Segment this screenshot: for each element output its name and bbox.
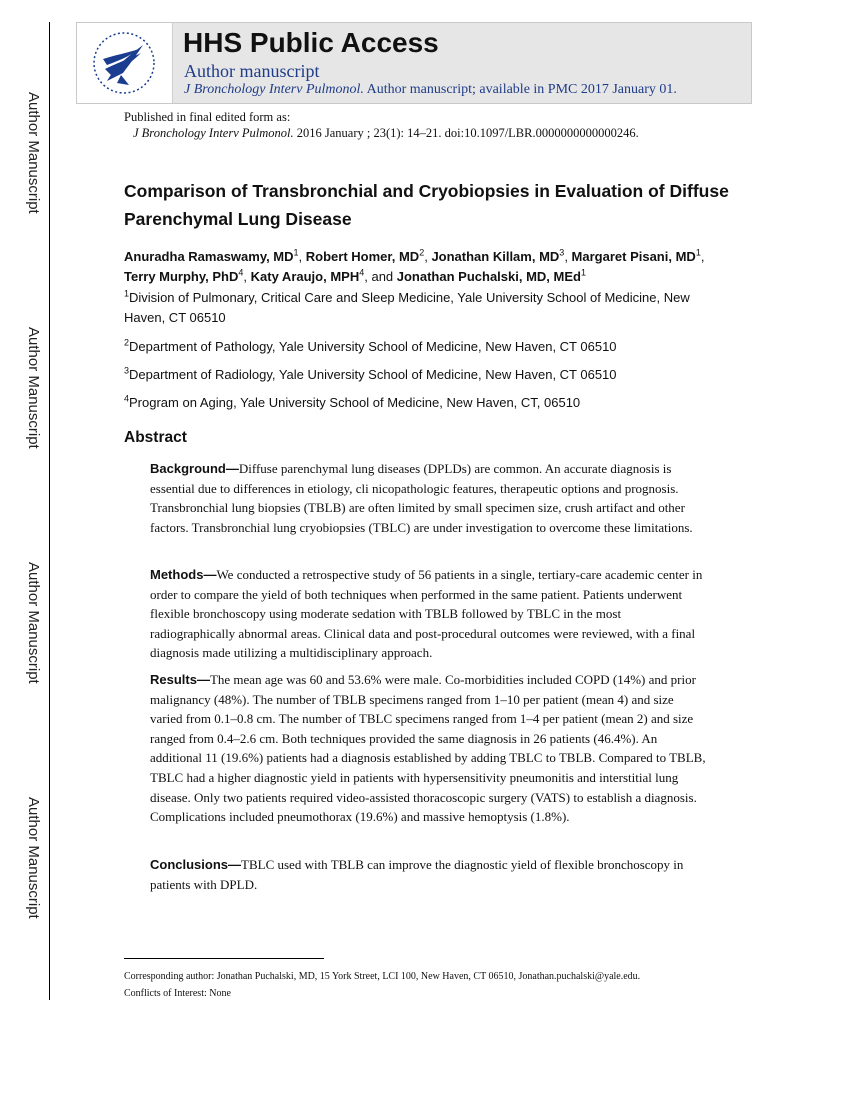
author: Robert Homer, $MD^2$ — [305, 247, 425, 264]
author: Jonathan Killam, $MD^3$ — [431, 247, 565, 264]
article-title: Comparison of Transbronchial and Cryobiopsies in Evaluation of Diffuse Parenchymal Lung Disease — [124, 181, 729, 229]
header-subtitle: Author manuscript — [184, 61, 320, 81]
abstract-background: Background—Diffuse parenchymal lung diseases (DPLDs) are common. An accurate diagnosis is essential due to differences in etiology, cli nicopathologic features, therapeutic options and prognosis. Transbronchial lung biopsies (TBLB) are often limited by small specimen size, crush artifact and other factors. Transbronchial lung cryobiopsies (TBLC) are under investigation to overcome these limitations. — [150, 461, 693, 535]
hhs-logo — [77, 23, 173, 103]
abstract-conclusions: Conclusions—TBLC used with TBLB can improve the diagnostic yield of flexible bronchoscopy in patients with DPLD. — [150, 857, 684, 892]
author: Margaret Pisani, $MD^1$ — [571, 247, 701, 264]
hhs-eagle-icon — [77, 23, 172, 103]
affiliation: $^4$Program on Aging, Yale University School of Medicine, New Haven, CT, 06510 — [124, 393, 581, 410]
footnote-rule — [124, 958, 324, 959]
header-journal[interactable]: J Bronchology Interv Pulmonol. — [184, 82, 364, 97]
abstract-results: Results—The mean age was 60 and 53.6% were male. Co-morbidities included COPD (14%) and prior malignancy (48%). The number of TBLB specimens ranged from 1–10 per patient (mean 4) and size varied from 0.1–0.8 cm. The number of TBLC specimens ranged from 1–4 per patient (mean 2) and size ranged from 0.4–2.6 cm. Both techniques provided the same diagnosis in 26 patients (46.4%). An additional 11 (19.6%) patients had a diagnosis established by adding TBLC to TBLB. Compared to TBLB, TBLC had a higher diagnostic yield in patients with hypersensitivity pneumonitis and interstitial lung disease. Only two patients required video-assisted thoracoscopic surgery (VATS) to establish a diagnosis. Complications included pneumothorax (19.6%) and massive hemoptysis (1.8%). — [150, 672, 706, 825]
conflicts-of-interest: Conflicts of Interest: None — [124, 988, 231, 999]
abstract-methods: Methods—We conducted a retrospective study of 56 patients in a single, tertiary-care academic center in order to compare the yield of both techniques when performed in the same patient. Patients underwent flexible bronchoscopy using moderate sedation with TBLB followed by TBLC in the most radiographically abnormal areas. Clinical data and post-procedural outcomes were reviewed, with a final diagnosis made utilizing a multidisciplinary approach. — [150, 567, 703, 661]
publication-citation — [133, 126, 639, 141]
abstract-heading: Abstract — [124, 429, 187, 446]
published-intro: Published in final edited form as: — [124, 110, 291, 124]
author-list: Anuradha Ramaswamy, $MD^1$, Robert Homer, $MD^2$, Jonathan Killam, $MD^3$, Margaret Pisani, $MD^1$, Terry Murphy, PhD$^4$, Katy Araujo, MPH$^4$, and Jonathan Puchalski, MD, MEd$^1$ — [124, 247, 705, 284]
header-citation — [184, 82, 677, 98]
author: Terry Murphy, PhD$^4$ — [124, 267, 244, 284]
affiliation: $^2$Department of Pathology, Yale University School of Medicine, New Haven, CT 06510 — [124, 337, 617, 354]
affiliation: $^1$Division of Pulmonary, Critical Care and Sleep Medicine, Yale University School of Medicine, New Haven, CT 06510 — [124, 288, 690, 325]
author: Katy Araujo, MPH$^4$ — [250, 267, 365, 284]
author: Anuradha Ramaswamy, $MD^1$ — [124, 247, 299, 264]
author: Jonathan Puchalski, MD, MEd$^1$ — [396, 267, 586, 284]
publication-journal: J Bronchology Interv Pulmonol. — [133, 126, 294, 140]
corresponding-author: Corresponding author: Jonathan Puchalski, MD, 15 York Street, LCI 100, New Haven, CT 06510, Jonathan.puchalski@yale.edu. — [124, 971, 641, 982]
header-availability: Author manuscript; available in PMC 2017 January 01. — [363, 82, 677, 97]
hhs-header — [76, 22, 752, 104]
header-title: HHS Public Access — [183, 27, 439, 58]
margin-rule — [49, 22, 50, 1000]
affiliation: $^3$Department of Radiology, Yale University School of Medicine, New Haven, CT 06510 — [124, 365, 617, 382]
publication-details: 2016 January ; 23(1): 14–21. doi:10.1097/LBR.0000000000000246. — [293, 126, 639, 140]
